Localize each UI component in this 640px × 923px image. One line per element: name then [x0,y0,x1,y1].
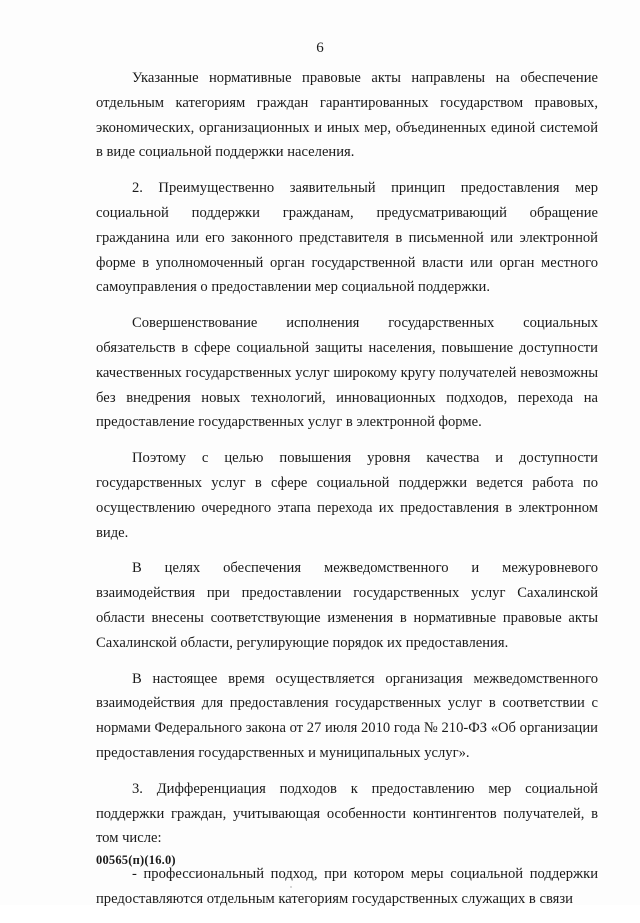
paragraph-1: Указанные нормативные правовые акты направлены на обеспечение отдельным категориям граждан гарантированных государством правовых, экономических, организационных и иных мер, объединенных единой системой в виде социальной поддержки населения. [96,70,598,161]
document-code: 00565(п)(16.0) [96,853,176,867]
paragraph-3: Совершенствование исполнения государственных социальных обязательств в сфере социальной защиты населения, повышение доступности качественных государственных услуг широкому кругу получателей невозможны без внедрения новых технологий, инновационных подходов, перехода на предоставление государственных услуг в электронной форме. [96,315,598,431]
paragraph-6: В настоящее время осуществляется организация межведомственного взаимодействия для предоставления государственных услуг в соответствии с нормами Федерального закона от 27 июля 2010 года № 210-ФЗ «Об организации предоставления государственных и муниципальных услуг». [96,670,598,761]
paragraph-2: 2. Преимущественно заявительный принцип предоставления мер социальной поддержки гражданам, предусматривающий обращение гражданина или его законного представителя в письменной или электронной форме в уполномоченный орган государственной власти или орган местного самоуправления о предоставлении мер социальной поддержки. [96,180,598,296]
paragraph-8: - профессиональный подход, при котором меры социальной поддержки предоставляются отдельным категориям государственных служащих в связи [96,866,598,907]
scan-artifact [290,886,292,888]
paragraph-7: 3. Дифференциация подходов к предоставлению мер социальной поддержки граждан, учитывающая особенности контингентов получателей, в том числе: [96,780,598,847]
paragraph-4: Поэтому с целью повышения уровня качества и доступности государственных услуг в сфере социальной поддержки ведется работа по осуществлению очередного этапа перехода их предоставления в электронном виде. [96,450,598,541]
document-body [96,66,598,923]
page-number: 6 [316,40,324,56]
paragraph-5: В целях обеспечения межведомственного и межуровневого взаимодействия при предоставлении государственных услуг Сахалинской области внесены соответствующие изменения в нормативные правовые акты Сахалинской области, регулирующие порядок их предоставления. [96,560,598,651]
